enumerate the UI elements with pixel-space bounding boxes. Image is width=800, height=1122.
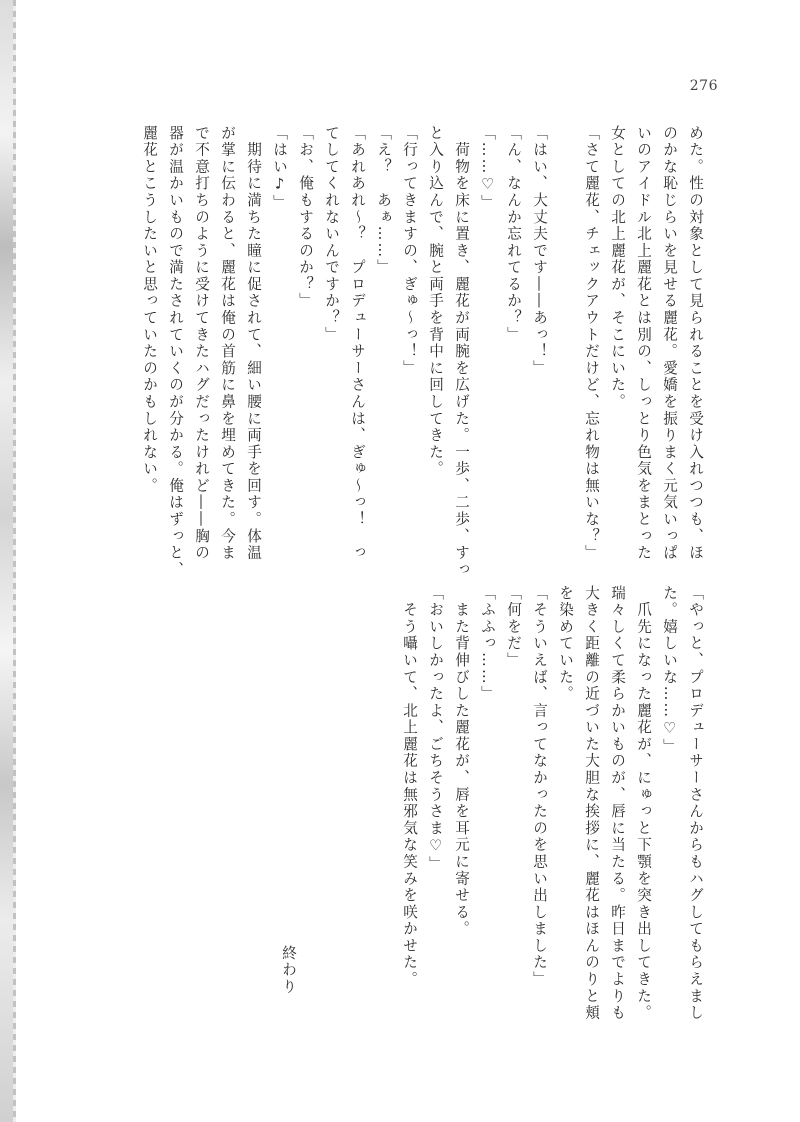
- text-line: 大きく距離の近づいた大胆な挨拶に、麗花はほんのりと頬: [583, 585, 600, 1022]
- text-line: が掌に伝わると、麗花は俺の首筋に鼻を埋めてきた。今ま: [219, 125, 236, 562]
- ending-mark: 終わり: [280, 945, 297, 996]
- text-line: 「あれあれ〜？ プロデューサーさんは、ぎゅ〜っ！ っ: [349, 125, 366, 562]
- text-line: 「え？ あぁ……」: [375, 125, 392, 277]
- text-line: 荷物を床に置き、麗花が両腕を広げた。一歩、二歩、すっ: [453, 125, 470, 579]
- text-line: 麗花とこうしたいと思っていたのかもしれない。: [141, 125, 158, 495]
- text-line: た。嬉しいな……♡」: [661, 585, 678, 756]
- text-line: また背伸びした麗花が、唇を耳元に寄せる。: [453, 585, 470, 938]
- text-line: で不意打ちのように受けてきたハグだったけれど――胸の: [193, 125, 210, 562]
- text-line: 「ふふっ……」: [479, 585, 496, 703]
- text-line: 「はい、大丈夫です――あっ！」: [531, 125, 548, 377]
- text-line: 「ん、なんか忘れてるか？」: [505, 125, 522, 344]
- text-line: 「そういえば、言ってなかったのを思い出しました」: [531, 585, 548, 988]
- text-line: 「はい♪」: [271, 125, 288, 212]
- text-line: 爪先になった麗花が、にゅっと下顎を突き出してきた。: [635, 585, 652, 1022]
- text-line: 「さて麗花、チェックアウトだけど、忘れ物は無いな？」: [583, 125, 600, 562]
- text-line: を染めていた。: [557, 585, 574, 703]
- text-line: そう囁いて、北上麗花は無邪気な笑みを咲かせた。: [401, 585, 418, 988]
- text-line: いのアイドル北上麗花とは別の、しっとり色気をまとった: [635, 125, 652, 562]
- text-line: 「お、俺もするのか？」: [297, 125, 314, 310]
- text-line: めた。性の対象として見られることを受け入れつつも、ほ: [687, 125, 704, 562]
- text-line: と入り込んで、腕と両手を背中に回してきた。: [427, 125, 444, 478]
- page-edge-decoration: [0, 0, 16, 1122]
- text-block-lower: [370, 585, 708, 1022]
- text-line: 器が温かいもので満たされていくのが分かる。俺はずっと、: [167, 125, 184, 579]
- page-number: 276: [689, 78, 718, 94]
- text-line: 期待に満ちた瞳に促されて、細い腰に両手を回す。体温: [245, 125, 262, 562]
- text-block-upper: [136, 125, 708, 579]
- text-line: 「何をだ」: [505, 585, 522, 669]
- text-line: のかな恥じらいを見せる麗花。愛嬌を振りまく元気いっぱ: [661, 125, 678, 562]
- text-line: 「やっと、プロデューサーさんからもハグしてもらえまし: [687, 585, 704, 1022]
- text-line: 「……♡」: [479, 125, 496, 212]
- text-line: 瑞々しくて柔らかいものが、唇に当たる。昨日までよりも: [609, 585, 626, 1022]
- text-line: 「おいしかったよ、ごちそうさま♡」: [427, 585, 444, 873]
- text-line: てしてくれないんですか？」: [323, 125, 340, 344]
- text-line: 「行ってきますの、ぎゅ〜っ！」: [401, 125, 418, 377]
- text-line: 女としての北上麗花が、そこにいた。: [609, 125, 626, 411]
